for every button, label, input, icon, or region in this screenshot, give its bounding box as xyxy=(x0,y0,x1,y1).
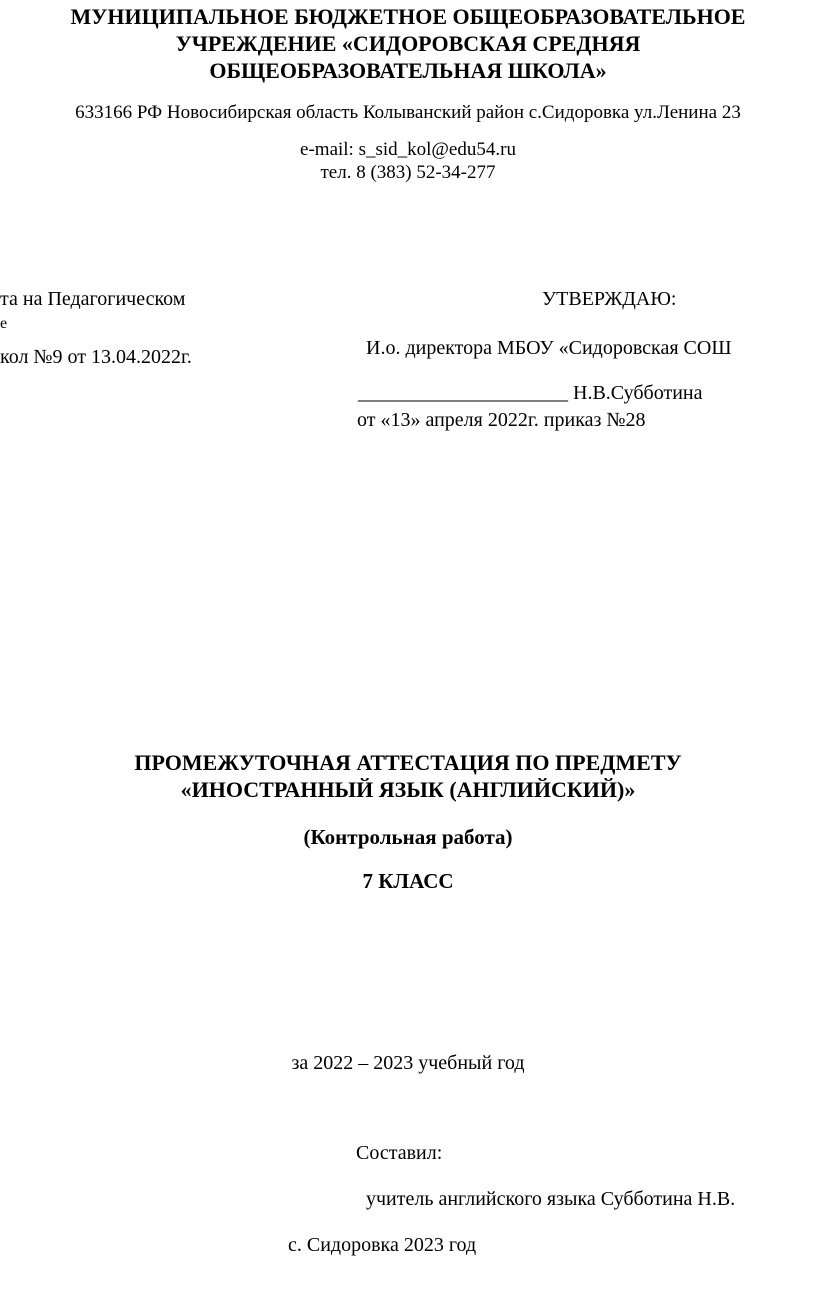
document-grade: 7 КЛАСС xyxy=(362,869,454,893)
adopted-line-3: кол №9 от 13.04.2022г. xyxy=(0,346,192,368)
approval-title: УТВЕРЖДАЮ: xyxy=(542,288,677,310)
org-name-line-1: МУНИЦИПАЛЬНОЕ БЮДЖЕТНОЕ ОБЩЕОБРАЗОВАТЕЛЬНОЕ xyxy=(70,4,746,29)
academic-year: за 2022 – 2023 учебный год xyxy=(291,1052,525,1074)
document-title-line-1: ПРОМЕЖУТОЧНАЯ АТТЕСТАЦИЯ ПО ПРЕДМЕТУ xyxy=(134,750,682,775)
author-label: Составил: xyxy=(356,1142,443,1164)
approval-order: от «13» апреля 2022г. приказ №28 xyxy=(357,409,646,431)
org-name-line-2: УЧРЕЖДЕНИЕ «СИДОРОВСКАЯ СРЕДНЯЯ xyxy=(175,31,641,56)
place-and-year: с. Сидоровка 2023 год xyxy=(288,1234,477,1256)
org-name-line-3: ОБЩЕОБРАЗОВАТЕЛЬНАЯ ШКОЛА» xyxy=(209,58,607,83)
org-address: 633166 РФ Новосибирская область Колыванский район с.Сидоровка ул.Ленина 23 xyxy=(75,102,741,123)
adopted-line-1: та на Педагогическом xyxy=(0,288,186,310)
document-title-line-2: «ИНОСТРАННЫЙ ЯЗЫК (АНГЛИЙСКИЙ)» xyxy=(180,777,636,802)
author-name: учитель английского языка Субботина Н.В. xyxy=(366,1188,736,1210)
approval-signature: _____________________ Н.В.Субботина xyxy=(358,382,703,404)
org-email: e-mail: s_sid_kol@edu54.ru xyxy=(300,139,516,160)
approval-position: И.о. директора МБОУ «Сидоровская СОШ xyxy=(366,337,732,359)
adopted-line-2: е xyxy=(0,315,8,332)
document-subtitle: (Контрольная работа) xyxy=(303,825,513,849)
org-phone: тел. 8 (383) 52-34-277 xyxy=(320,162,496,183)
